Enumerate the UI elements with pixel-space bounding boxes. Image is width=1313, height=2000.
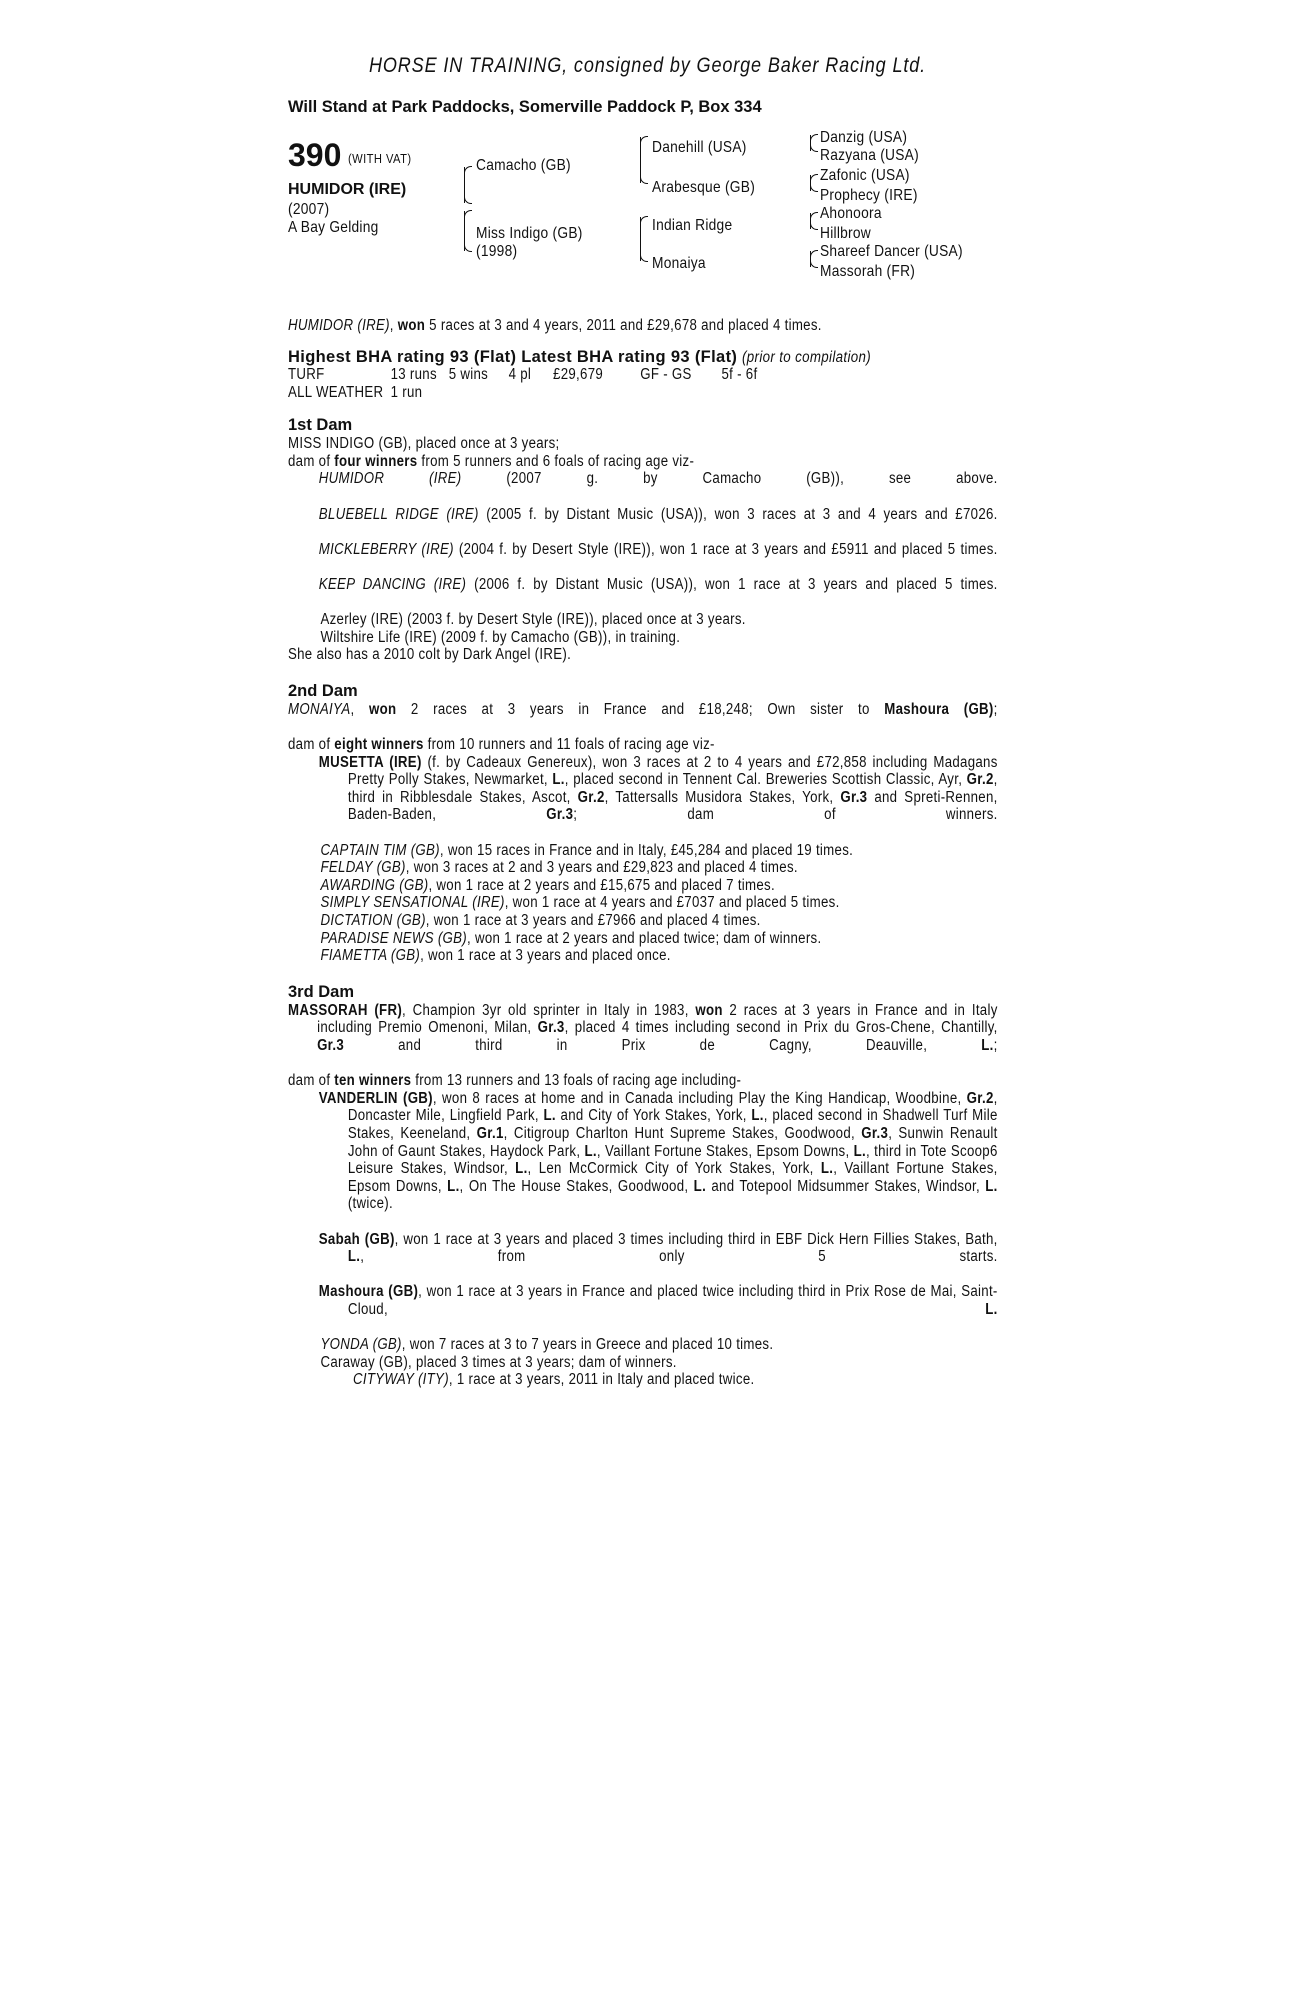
progeny-text: (2005 f. by Distant Music (USA)), won 3 races at 3 and 4 years and £7026.	[478, 505, 998, 523]
progeny-item: CAPTAIN TIM (GB), won 15 races in France and in Italy, £45,284 and placed 19 times.	[320, 841, 854, 859]
progeny-item: VANDERLIN (GB), won 8 races at home and in Canada including Play the King Handicap, Woodbine, Gr.2, Doncaster Mile, Lingfield Park, L. and City of York Stakes, York, L., placed second in Shadwell Turf Mile Stakes, Keeneland, Gr.1, Citigroup Charlton Hunt Supreme Stakes, Goodwood, Gr.3, Sunwin Renault John of Gaunt Stakes, Haydock Park, L., Vaillant Fortune Stakes, Epsom Downs, L., third in Tote Scoop6 Leisure Stakes, Windsor, L., Len McCormick City of York Stakes, York, L., Vaillant Fortune Stakes, Epsom Downs, L., On The House Stakes, Goodwood, L. and Totepool Midsummer Stakes, Windsor, L. (twice).	[318, 1089, 998, 1213]
second-dam-section	[288, 701, 1008, 965]
progeny-name: MUSETTA (IRE)	[318, 753, 422, 771]
ped-sire: Camacho (GB)	[476, 157, 571, 174]
progeny-item: YONDA (GB), won 7 races at 3 to 7 years in Greece and placed 10 times.	[320, 1336, 774, 1354]
page-title: HORSE IN TRAINING, consigned by George Baker Racing Ltd.	[368, 54, 927, 77]
ratings-note: (prior to compilation)	[742, 348, 872, 366]
second-dam-heading: 2nd Dam	[288, 681, 358, 700]
second-dam-name: MONAIYA	[288, 700, 351, 718]
third-dam-name: MASSORAH (FR)	[288, 1001, 403, 1019]
brace-sire-line	[640, 137, 641, 183]
vat-note: (WITH VAT)	[348, 151, 412, 166]
ped-dam: Miss Indigo (GB)	[476, 225, 583, 242]
progeny-item: AWARDING (GB), won 1 race at 2 years and £15,675 and placed 7 times.	[320, 876, 775, 894]
brace-dam-line	[640, 217, 641, 261]
first-dam-colt-note: She also has a 2010 colt by Dark Angel (IRE).	[288, 646, 572, 664]
third-dam-heading: 3rd Dam	[288, 982, 355, 1001]
ped-ssd: Razyana (USA)	[820, 147, 919, 164]
progeny-text: (2007 g. by Camacho (GB)), see above.	[461, 470, 998, 488]
ped-sss: Danzig (USA)	[820, 129, 908, 146]
third-dam-foals: from 13 runners and 13 foals of racing age including-	[411, 1072, 742, 1090]
ratings-section	[288, 349, 1008, 403]
progeny-item	[288, 470, 998, 505]
brace-g3-2	[810, 175, 811, 191]
progeny-item: PARADISE NEWS (GB), won 1 race at 2 years and placed twice; dam of winners.	[320, 929, 822, 947]
third-dam-section	[288, 1002, 1008, 1389]
ped-sdd: Prophecy (IRE)	[820, 187, 918, 204]
horse-description: A Bay Gelding	[288, 219, 379, 236]
horse-year: (2007)	[288, 201, 330, 218]
turf-runs: 13 runs	[390, 366, 437, 384]
progeny-name: KEEP DANCING (IRE)	[318, 575, 467, 593]
progeny-item	[288, 541, 998, 576]
progeny-item: Sabah (GB), won 1 race at 3 years and placed 3 times including third in EBF Dick Hern Fillies Stakes, Bath, L., from only 5 starts.	[318, 1230, 998, 1266]
ped-dsd: Hillbrow	[820, 225, 872, 242]
progeny-item	[288, 506, 998, 541]
turf-prize: £29,679	[553, 366, 604, 384]
progeny-item: FIAMETTA (GB), won 1 race at 3 years and placed once.	[320, 947, 671, 965]
turf-going: GF - GS	[640, 366, 692, 384]
first-dam-foals: from 5 runners and 6 foals of racing age viz-	[417, 452, 695, 470]
ped-sire-dam: Arabesque (GB)	[652, 179, 756, 196]
progeny-name: BLUEBELL RIDGE (IRE)	[318, 505, 479, 523]
second-dam-of: dam of	[288, 736, 335, 754]
ped-dam-year: (1998)	[476, 243, 518, 260]
progeny-name: HUMIDOR (IRE)	[318, 470, 462, 488]
progeny-name: MICKLEBERRY (IRE)	[318, 540, 454, 558]
third-dam-line1: MASSORAH (FR), Champion 3yr old sprinter in Italy in 1983, won 2 races at 3 years in France and in Italy including Premio Omenoni, Milan, Gr.3, placed 4 times including second in Prix du Gros-Chene, Chantilly, Gr.3 and third in Prix de Cagny, Deauville, L.;	[288, 1001, 998, 1054]
progeny-item: Azerley (IRE) (2003 f. by Desert Style (IRE)), placed once at 3 years.	[320, 611, 746, 629]
turf-wins: 5 wins	[448, 366, 489, 384]
progeny-item: FELDAY (GB), won 3 races at 2 and 3 years and £29,823 and placed 4 times.	[320, 859, 798, 877]
second-dam-winners: eight winners	[334, 736, 424, 754]
aw-label: ALL WEATHER	[288, 384, 384, 402]
second-dam-line1: MONAIYA, won 2 races at 3 years in France and £18,248; Own sister to Mashoura (GB);	[288, 700, 998, 718]
stand-location: Will Stand at Park Paddocks, Somerville Paddock P, Box 334	[288, 98, 762, 116]
turf-label: TURF	[288, 366, 325, 384]
horse-name: HUMIDOR (IRE)	[288, 181, 407, 198]
first-dam-line1: MISS INDIGO (GB), placed once at 3 years;	[288, 435, 560, 453]
pedigree-table	[288, 131, 1008, 309]
summary-name: HUMIDOR (IRE)	[288, 317, 390, 334]
ped-sds: Zafonic (USA)	[820, 167, 910, 184]
summary-won: won	[397, 317, 426, 334]
brace-g3-1	[810, 135, 811, 151]
ped-dss: Ahonoora	[820, 205, 882, 222]
progeny-item: Caraway (GB), placed 3 times at 3 years; dam of winners.	[320, 1353, 677, 1371]
third-dam-winners: ten winners	[334, 1072, 412, 1090]
catalogue-page	[288, 54, 1008, 1389]
turf-distance: 5f - 6f	[721, 366, 758, 384]
progeny-item: MUSETTA (IRE) (f. by Cadeaux Genereux), won 3 races at 2 to 4 years and £72,858 including Madagans Pretty Polly Stakes, Newmarket, L., placed second in Tennent Cal. Breweries Scottish Classic, Ayr, Gr.2, third in Ribblesdale Stakes, Ascot, Gr.2, Tattersalls Musidora Stakes, York, Gr.3 and Spreti-Rennen, Baden-Baden, Gr.3; dam of winners.	[318, 753, 998, 824]
first-dam-heading: 1st Dam	[288, 416, 353, 435]
progeny-item: DICTATION (GB), won 1 race at 3 years and £7966 and placed 4 times.	[320, 912, 761, 930]
ped-dam-sire: Indian Ridge	[652, 217, 733, 234]
brace-g3-4	[810, 251, 811, 267]
progeny-text: (2006 f. by Distant Music (USA)), won 1 race at 3 years and placed 5 times.	[466, 575, 998, 593]
ped-dam-dam: Monaiya	[652, 255, 706, 272]
third-dam-of: dam of	[288, 1072, 335, 1090]
brace-sire	[464, 167, 465, 203]
race-summary: HUMIDOR (IRE), won 5 races at 3 and 4 years, 2011 and £29,678 and placed 4 times.	[288, 317, 822, 334]
first-dam-winners: four winners	[334, 452, 418, 470]
progeny-item: Wiltshire Life (IRE) (2009 f. by Camacho (GB)), in training.	[320, 628, 681, 646]
grand-progeny-item: CITYWAY (ITY), 1 race at 3 years, 2011 in Italy and placed twice.	[352, 1371, 755, 1389]
ped-ddd: Massorah (FR)	[820, 263, 916, 280]
lot-number: 390	[288, 137, 342, 173]
progeny-text: (2004 f. by Desert Style (IRE)), won 1 race at 3 years and £5911 and placed 5 times.	[453, 540, 998, 558]
brace-dam	[464, 211, 465, 251]
progeny-item	[288, 576, 998, 611]
second-dam-foals: from 10 runners and 11 foals of racing age viz-	[423, 736, 715, 754]
first-dam-section	[288, 435, 1008, 664]
turf-placed: 4 pl	[508, 366, 532, 384]
ratings-heading: Highest BHA rating 93 (Flat) Latest BHA rating 93 (Flat)	[288, 347, 738, 366]
summary-text: 5 races at 3 and 4 years, 2011 and £29,678 and placed 4 times.	[425, 317, 822, 334]
brace-g3-3	[810, 213, 811, 229]
aw-runs: 1 run	[390, 384, 423, 402]
ped-sire-sire: Danehill (USA)	[652, 139, 747, 156]
progeny-item: SIMPLY SENSATIONAL (IRE), won 1 race at 4 years and £7037 and placed 5 times.	[320, 894, 840, 912]
first-dam-of: dam of	[288, 452, 335, 470]
ped-dds: Shareef Dancer (USA)	[820, 243, 963, 260]
progeny-item: Mashoura (GB), won 1 race at 3 years in France and placed twice including third in Prix Rose de Mai, Saint-Cloud, L.	[318, 1283, 998, 1318]
